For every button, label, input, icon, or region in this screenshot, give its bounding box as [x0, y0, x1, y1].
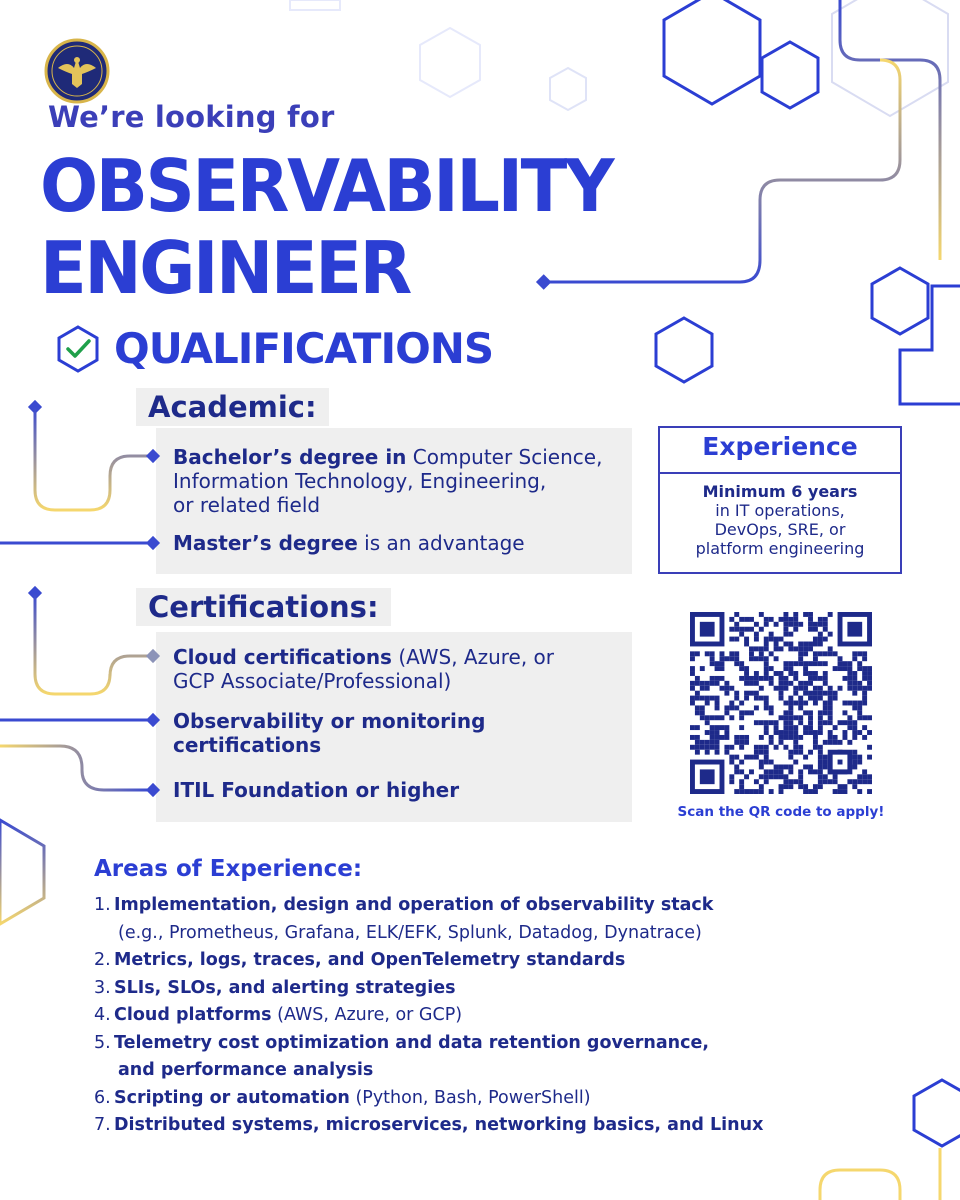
item-bold: ITIL Foundation or higher: [173, 778, 460, 802]
item-line2: Information Technology, Engineering,: [173, 469, 547, 493]
item-line2: GCP Associate/Professional): [173, 669, 452, 693]
item-continuation: (e.g., Prometheus, Grafana, ELK/EFK, Splunk, Datadog, Dynatrace): [118, 922, 702, 943]
experience-body: [668, 482, 892, 558]
item-continuation: and performance analysis: [118, 1060, 374, 1080]
eagle-emblem-icon: [44, 38, 110, 104]
list-number: 7.: [94, 1115, 111, 1135]
certifications-heading: Certifications:: [136, 588, 391, 626]
item-bold: Implementation, design and operation of observability stack: [114, 895, 714, 915]
list-number: 5.: [94, 1032, 111, 1053]
qualifications-heading: QUALIFICATIONS: [114, 324, 494, 373]
experience-divider: [660, 472, 900, 474]
item-line3: or related field: [173, 493, 321, 517]
item-bold: Distributed systems, microservices, networking basics, and Linux: [114, 1115, 764, 1135]
experience-box: [658, 426, 902, 574]
item-bold: SLIs, SLOs, and alerting strategies: [114, 977, 456, 998]
qr-code-icon[interactable]: [690, 612, 872, 794]
list-number: 6.: [94, 1087, 111, 1108]
item-bold: Master’s degree: [173, 531, 358, 555]
qr-caption: Scan the QR code to apply!: [677, 804, 885, 820]
item-line2: certifications: [173, 733, 322, 757]
academic-item-bachelor: [173, 445, 623, 517]
hexagon-decor: [550, 68, 586, 110]
item-bold: Telemetry cost optimization and data retention governance,: [114, 1032, 709, 1053]
item-bold: Cloud certifications: [173, 645, 392, 669]
experience-line: DevOps, SRE, or: [714, 520, 846, 539]
hexagon-decor: [762, 42, 818, 108]
cert-item-itil: [173, 778, 623, 802]
experience-line: platform engineering: [695, 539, 865, 558]
experience-heading: Experience: [702, 432, 858, 461]
item-rest: is an advantage: [357, 531, 525, 555]
list-item: [94, 1002, 794, 1030]
list-item: [94, 1030, 794, 1085]
item-bold: Bachelor’s degree in: [173, 445, 407, 469]
hexagon-decor: [664, 0, 760, 104]
cert-item-cloud: [173, 645, 623, 693]
areas-heading: Areas of Experience:: [94, 856, 363, 882]
areas-list: [94, 892, 794, 1140]
job-title-line2: ENGINEER: [40, 226, 410, 310]
hexagon-decor: [872, 268, 928, 334]
hexagon-check-icon: [56, 324, 100, 374]
item-rest: (AWS, Azure, or: [391, 645, 555, 669]
list-item: [94, 975, 794, 1003]
item-bold: Metrics, logs, traces, and OpenTelemetry standards: [114, 950, 626, 970]
item-rest: Computer Science,: [406, 445, 603, 469]
list-item: [94, 1085, 794, 1113]
list-number: 2.: [94, 950, 111, 970]
job-title-line1: OBSERVABILITY: [40, 144, 613, 228]
list-item: [94, 947, 794, 975]
item-bold: Cloud platforms: [114, 1005, 272, 1025]
item-bold: Scripting or automation: [114, 1087, 350, 1108]
academic-item-master: [173, 531, 623, 555]
item-bold: Observability or monitoring: [173, 709, 486, 733]
experience-min-years: Minimum 6 years: [702, 482, 858, 501]
academic-heading: Academic:: [136, 388, 329, 426]
item-rest: (Python, Bash, PowerShell): [349, 1087, 591, 1108]
experience-line: in IT operations,: [715, 501, 845, 520]
item-rest: (AWS, Azure, or GCP): [271, 1005, 463, 1025]
cert-item-observability: [173, 709, 623, 757]
kicker-text: We’re looking for: [48, 100, 335, 134]
hexagon-decor: [656, 318, 712, 382]
list-number: 3.: [94, 977, 111, 998]
list-number: 4.: [94, 1005, 111, 1025]
hexagon-decor: [914, 1080, 960, 1146]
list-item: [94, 1112, 794, 1140]
hexagon-decor: [290, 0, 340, 10]
hexagon-decor: [0, 820, 44, 924]
list-number: 1.: [94, 895, 111, 915]
hexagon-decor: [420, 28, 480, 97]
list-item: [94, 892, 794, 947]
